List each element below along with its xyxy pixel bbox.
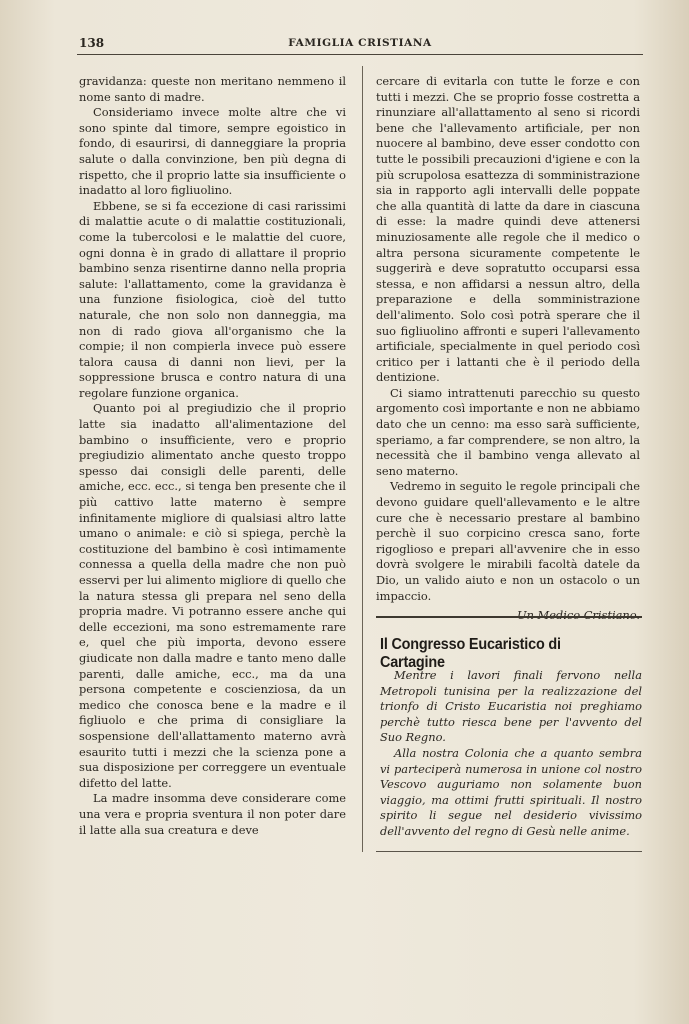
section-heading: Il Congresso Eucaristico di Cartagine [380,636,561,671]
column-divider [362,66,363,852]
page-header [77,36,643,55]
paragraph: Ebbene, se si fa eccezione di casi rarissimi di malattie acute o di malattie costituzionali, come la tubercolosi e le malattie del cuore, ogni donna è in grado di allattare il proprio bambino senza risentirne danno nella propria salute: l'allattamento, come la gravidanza è una funzione fisiologica, cioè del tutto naturale, che non solo non danneggia, ma non di rado giova all'organismo che la compie; il non compierla invece può essere talora causa di danni non lievi, per la soppressione brusca e contro natura di una regolare funzione organica. [79,198,346,400]
section-bottom-divider [376,851,642,852]
paragraph: Consideriamo invece molte altre che vi sono spinte dal timore, sempre egoistico in fondo, di esaurirsi, di danneggiare la propria salute o dalla convinzione, ben più degna di rispetto, che il proprio latte sia insufficiente o inadatto al loro figliuolino. [79,105,346,198]
running-title: FAMIGLIA CRISTIANA [288,37,432,49]
paragraph: gravidanza: queste non meritano nemmeno il nome santo di madre. [79,74,346,104]
paragraph: La madre insomma deve considerare come una vera e propria sventura il non poter dare il latte alla sua creatura e deve [79,791,346,837]
paragraph: cercare di evitarla con tutte le forze e con tutti i mezzi. Che se proprio fosse costretta a rinunziare all'allattamento al seno si ricordi bene che l'allevamento artificiale, per non nuocere al bambino, deve esser condotto con tutte le possibili precauzioni d'igiene e con la più scrupolosa esattezza di somministrazione sia in rapporto agli intervalli delle poppate che alla quantità di latte da dare in ciascuna di esse: la madre quindi deve attenersi minuziosamente alle regole che il medico o altra persona sicuramente competente le suggerirà e deve sopratutto occuparsi essa stessa, e non affidarsi a nessun altro, della preparazione e della somministrazione dell'alimento. Solo così potrà sperare che il suo figliuolino affronti e superi l'allevamento artificiale, specialmente in quel periodo così critico per i lattanti che è il periodo della dentizione. [376,74,640,385]
paragraph: Mentre i lavori finali fervono nella Metropoli tunisina per la realizzazione del trionfo di Cristo Eucaristia noi preghiamo perchè tutto riesca bene per l'avvento del Suo Regno. [380,668,642,745]
section-divider [376,616,642,618]
right-column [376,74,640,624]
paragraph: Quanto poi al pregiudizio che il proprio latte sia inadatto all'alimentazione del bambino o insufficiente, vero e proprio pregiudizio alimentato anche questo troppo spesso dai consigli delle parenti, delle amiche, ecc. ecc., si tenga ben presente che il più cattivo latte materno è sempre infinitamente migliore di qualsiasi altro latte umano o animale: e ciò si spiega, perchè la costituzione del bambino è così intimamente connessa a quella della madre che non può esservi per lui alimento migliore di quello che la natura stessa gli prepara nel seno della propria madre. Vi potranno essere anche qui delle eccezioni, ma sono estremamente rare e, quel che più importa, devono essere giudicate non dalla madre e tanto meno dalle parenti, dalle amiche, ecc., ma da una persona competente e coscienziosa, da un medico che conosca bene e la madre e il figliuolo e che prima di consigliare la sospensione dell'allattamento materno avrà esaurito tutti i mezzi che la scienza pone a sua disposizione per correggere un eventuale difetto del latte. [79,401,346,790]
paragraph: Ci siamo intrattenuti parecchio su questo argomento così importante e non ne abbiamo dato che un cenno: ma esso sarà sufficiente, speriamo, a far comprendere, se non altro, la necessità che il bambino venga allevato al seno materno. [376,385,640,478]
paragraph: Vedremo in seguito le regole principali che devono guidare quell'allevamento e le altre cure che è necessario prestare al bambino perchè il suo corpicino cresca sano, forte rigoglioso e prepari all'avvenire che in esso dovrà svolgere le mirabili facoltà datele da Dio, un valido aiuto e non un ostacolo o un impaccio. [376,479,640,603]
page-number: 138 [79,36,105,50]
paragraph: Alla nostra Colonia che a quanto sembra vi parteciperà numerosa in unione col nostro Vescovo auguriamo non solamente buon viaggio, ma ottimi frutti spirituali. Il nostro spirito li segue nel desiderio vivissimo dell'avvento del regno di Gesù nelle anime. [380,745,642,838]
section-body [380,668,642,840]
left-column [79,74,346,838]
